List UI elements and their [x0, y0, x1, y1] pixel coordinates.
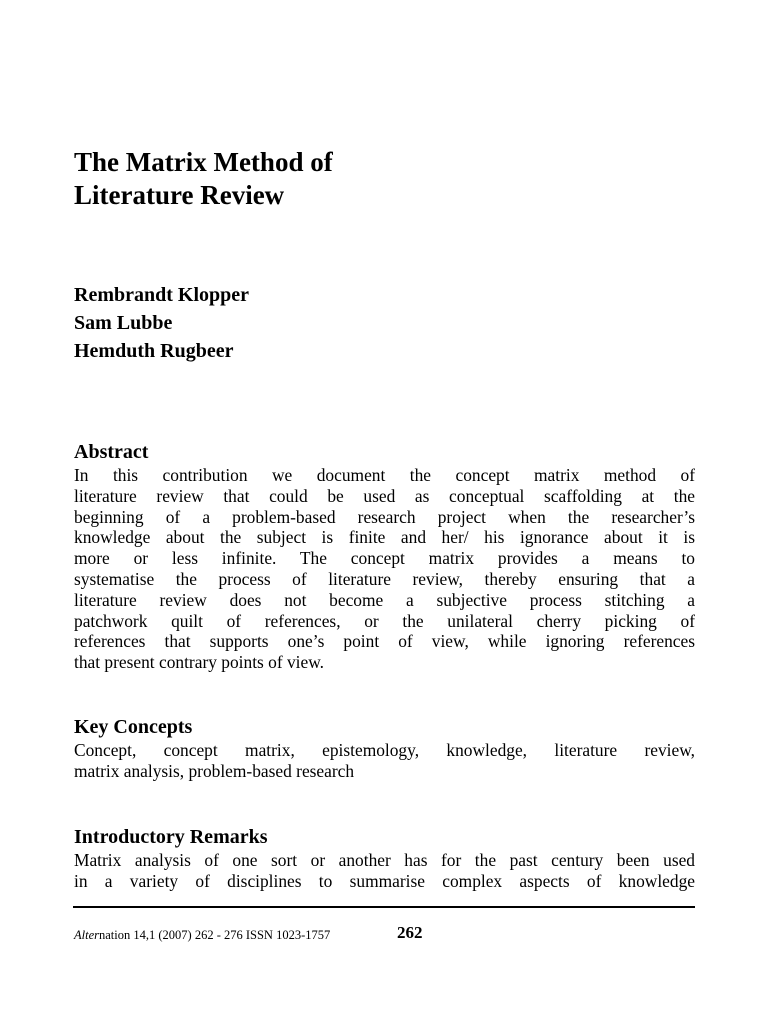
article-title — [74, 146, 634, 212]
page-number: 262 — [397, 923, 423, 942]
abstract-heading: Abstract — [74, 441, 149, 463]
author-name: Hemduth Rugbeer — [74, 340, 234, 362]
abstract-line: literature review does not become a subjective process stitching a — [74, 589, 695, 610]
key-concepts-text — [74, 740, 695, 782]
introductory-remarks-heading: Introductory Remarks — [74, 826, 268, 848]
abstract-text — [74, 465, 695, 673]
abstract-line: systematise the process of literature review, thereby ensuring that a — [74, 568, 695, 589]
abstract-line: that present contrary points of view. — [74, 652, 324, 673]
abstract-line: more or less infinite. The concept matrix provides a means to — [74, 548, 695, 569]
article-title-line-2: Literature Review — [74, 180, 285, 210]
key-concepts-line: Concept, concept matrix, epistemology, knowledge, literature review, — [74, 740, 695, 760]
abstract-line: references that supports one’s point of view, while ignoring references — [74, 631, 695, 652]
author-name: Sam Lubbe — [74, 312, 173, 334]
author-list — [74, 281, 249, 365]
introductory-remarks-text — [74, 850, 695, 892]
introductory-remarks-line: Matrix analysis of one sort or another has for the past century been used — [74, 850, 695, 870]
abstract-line: beginning of a problem-based research project when the researcher’s — [74, 506, 695, 527]
key-concepts-line: matrix analysis, problem-based research — [74, 760, 355, 781]
footer-divider — [73, 906, 695, 908]
introductory-remarks-line: in a variety of disciplines to summarise complex aspects of knowledge — [74, 870, 695, 891]
author-name: Rembrandt Klopper — [74, 284, 249, 306]
journal-citation — [74, 927, 330, 943]
abstract-line: patchwork quilt of references, or the unilateral cherry picking of — [74, 610, 695, 631]
article-title-line-1: The Matrix Method of — [74, 147, 333, 177]
abstract-line: In this contribution we document the concept matrix method of — [74, 465, 695, 485]
key-concepts-heading: Key Concepts — [74, 716, 193, 738]
abstract-line: knowledge about the subject is finite and her/ his ignorance about it is — [74, 527, 695, 548]
abstract-line: literature review that could be used as conceptual scaffolding at the — [74, 485, 695, 506]
journal-citation-details: nation 14,1 (2007) 262 - 276 ISSN 1023-1757 — [99, 928, 331, 942]
journal-name-italic: Alter — [74, 928, 99, 942]
